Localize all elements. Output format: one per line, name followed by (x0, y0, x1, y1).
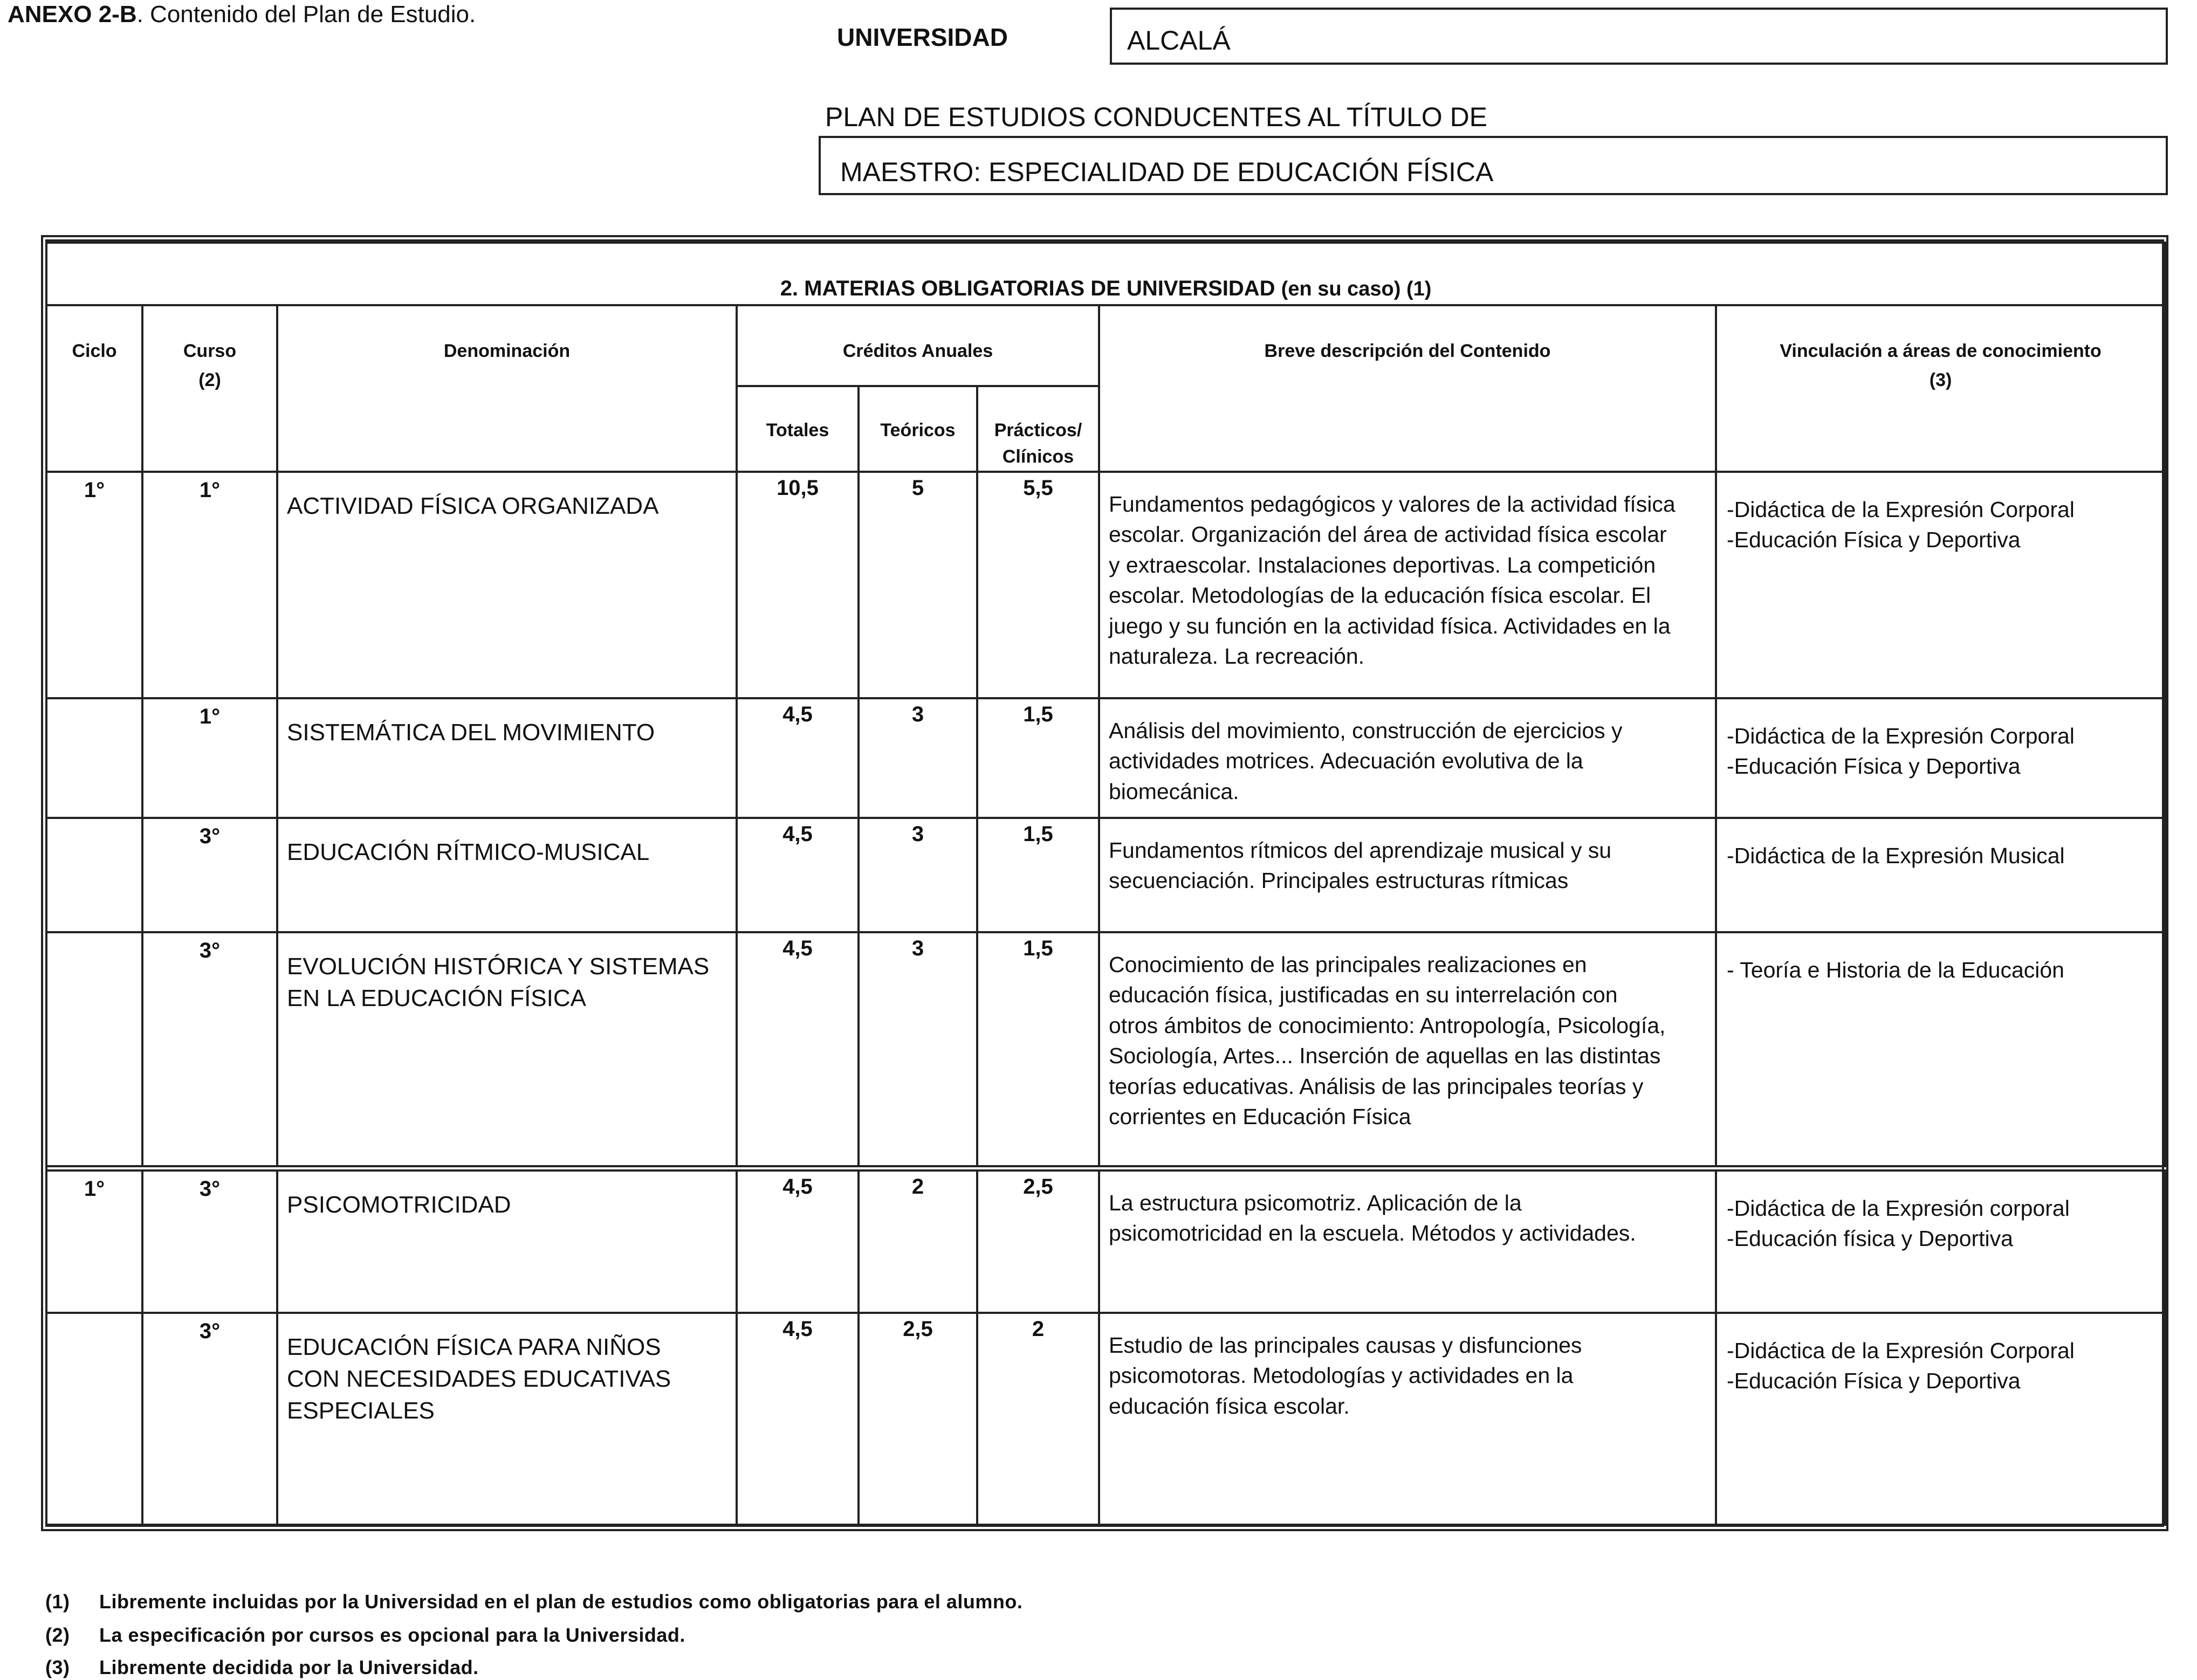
header-vinculacion: Vinculación a áreas de conocimiento (3) (1716, 305, 2165, 472)
cell-vinculacion: -Didáctica de la Expresión Corporal -Educación Física y Deportiva (1716, 472, 2165, 698)
cell-teoricos: 5 (859, 472, 977, 698)
cell-ciclo: 1° (46, 1168, 142, 1313)
cell-totales: 4,5 (737, 698, 859, 818)
cell-denominacion: EDUCACIÓN RÍTMICO-MUSICAL (277, 818, 737, 932)
table-row (46, 1168, 2165, 1313)
cell-denominacion: EDUCACIÓN FÍSICA PARA NIÑOS CON NECESIDADES EDUCATIVAS ESPECIALES (277, 1313, 737, 1525)
cell-teoricos: 3 (859, 932, 977, 1168)
university-value-box: ALCALÁ (1110, 8, 2168, 65)
cell-denominacion: ACTIVIDAD FÍSICA ORGANIZADA (277, 472, 737, 698)
cell-curso: 1° (142, 472, 277, 698)
cell-practicos: 1,5 (977, 818, 1099, 932)
cell-descripcion: Fundamentos pedagógicos y valores de la actividad física escolar. Organización del área de actividad física escolar y extraescolar. Instalaciones deportivas. La competición escolar. Metodologías de la educación física escolar. El juego y su función en la actividad física. Actividades en la naturaleza. La recreación. (1099, 472, 1716, 698)
cell-totales: 4,5 (737, 1168, 859, 1313)
table-row (46, 472, 2165, 698)
cell-ciclo (46, 932, 142, 1168)
subjects-table (45, 242, 2166, 1526)
cell-vinculacion: -Didáctica de la Expresión Corporal -Educación Física y Deportiva (1716, 1313, 2165, 1525)
cell-curso: 3° (142, 1168, 277, 1313)
header-curso: Curso (2) (142, 305, 277, 472)
cell-totales: 4,5 (737, 818, 859, 932)
footnote-2: (2) La especificación por cursos es opcional para la Universidad. (45, 1624, 685, 1646)
cell-practicos: 2,5 (977, 1168, 1099, 1313)
header-descripcion: Breve descripción del Contenido (1099, 305, 1716, 472)
cell-practicos: 1,5 (977, 698, 1099, 818)
cell-ciclo (46, 1313, 142, 1525)
cell-vinculacion: -Didáctica de la Expresión Corporal -Educación Física y Deportiva (1716, 698, 2165, 818)
cell-descripcion: Análisis del movimiento, construcción de ejercicios y actividades motrices. Adecuación evolutiva de la biomecánica. (1099, 698, 1716, 818)
header-ciclo: Ciclo (46, 305, 142, 472)
footnote-3: (3) Libremente decidida por la Universidad. (45, 1656, 479, 1678)
cell-curso: 3° (142, 818, 277, 932)
table-row (46, 698, 2165, 818)
header-denominacion: Denominación (277, 305, 737, 472)
cell-teoricos: 2 (859, 1168, 977, 1313)
cell-teoricos: 3 (859, 818, 977, 932)
cell-ciclo (46, 698, 142, 818)
cell-curso: 3° (142, 932, 277, 1168)
plan-label: PLAN DE ESTUDIOS CONDUCENTES AL TÍTULO DE (825, 102, 1488, 132)
cell-denominacion: EVOLUCIÓN HISTÓRICA Y SISTEMAS EN LA EDUCACIÓN FÍSICA (277, 932, 737, 1168)
cell-denominacion: PSICOMOTRICIDAD (277, 1168, 737, 1313)
cell-teoricos: 3 (859, 698, 977, 818)
cell-teoricos: 2,5 (859, 1313, 977, 1525)
cell-ciclo: 1° (46, 472, 142, 698)
cell-vinculacion: -Didáctica de la Expresión corporal -Educación física y Deportiva (1716, 1168, 2165, 1313)
cell-descripcion: Estudio de las principales causas y disfunciones psicomotoras. Metodologías y actividades en la educación física escolar. (1099, 1313, 1716, 1525)
footnote-1: (1) Libremente incluidas por la Universidad en el plan de estudios como obligatorias para el alumno. (45, 1591, 1023, 1613)
annex-title: ANEXO 2-B. Contenido del Plan de Estudio. (8, 1, 476, 27)
cell-practicos: 2 (977, 1313, 1099, 1525)
header-teoricos: Teóricos (859, 386, 977, 472)
cell-totales: 10,5 (737, 472, 859, 698)
cell-descripcion: Conocimiento de las principales realizaciones en educación física, justificadas en su interrelación con otros ámbitos de conocimiento: Antropología, Psicología, Sociología, Artes... Inserción de aquellas en las distintas teorías educativas. Análisis de las principales teorías y corrientes en Educación Física (1099, 932, 1716, 1168)
table-row (46, 932, 2165, 1168)
cell-practicos: 1,5 (977, 932, 1099, 1168)
cell-vinculacion: - Teoría e Historia de la Educación (1716, 932, 2165, 1168)
table-row (46, 818, 2165, 932)
university-label: UNIVERSIDAD (837, 23, 1008, 51)
cell-curso: 3° (142, 1313, 277, 1525)
cell-descripcion: La estructura psicomotriz. Aplicación de la psicomotricidad en la escuela. Métodos y actividades. (1099, 1168, 1716, 1313)
header-creditos: Créditos Anuales (737, 305, 1099, 386)
cell-ciclo (46, 818, 142, 932)
cell-curso: 1° (142, 698, 277, 818)
header-practicos: Prácticos/ Clínicos (977, 386, 1099, 472)
table-row (46, 1313, 2165, 1525)
plan-value-box: MAESTRO: ESPECIALIDAD DE EDUCACIÓN FÍSICA (819, 136, 2168, 195)
table-title: 2. MATERIAS OBLIGATORIAS DE UNIVERSIDAD (en su caso) (1) (46, 243, 2165, 305)
cell-totales: 4,5 (737, 1313, 859, 1525)
cell-denominacion: SISTEMÁTICA DEL MOVIMIENTO (277, 698, 737, 818)
header-totales: Totales (737, 386, 859, 472)
cell-totales: 4,5 (737, 932, 859, 1168)
cell-descripcion: Fundamentos rítmicos del aprendizaje musical y su secuenciación. Principales estructuras rítmicas (1099, 818, 1716, 932)
cell-practicos: 5,5 (977, 472, 1099, 698)
cell-vinculacion: -Didáctica de la Expresión Musical (1716, 818, 2165, 932)
